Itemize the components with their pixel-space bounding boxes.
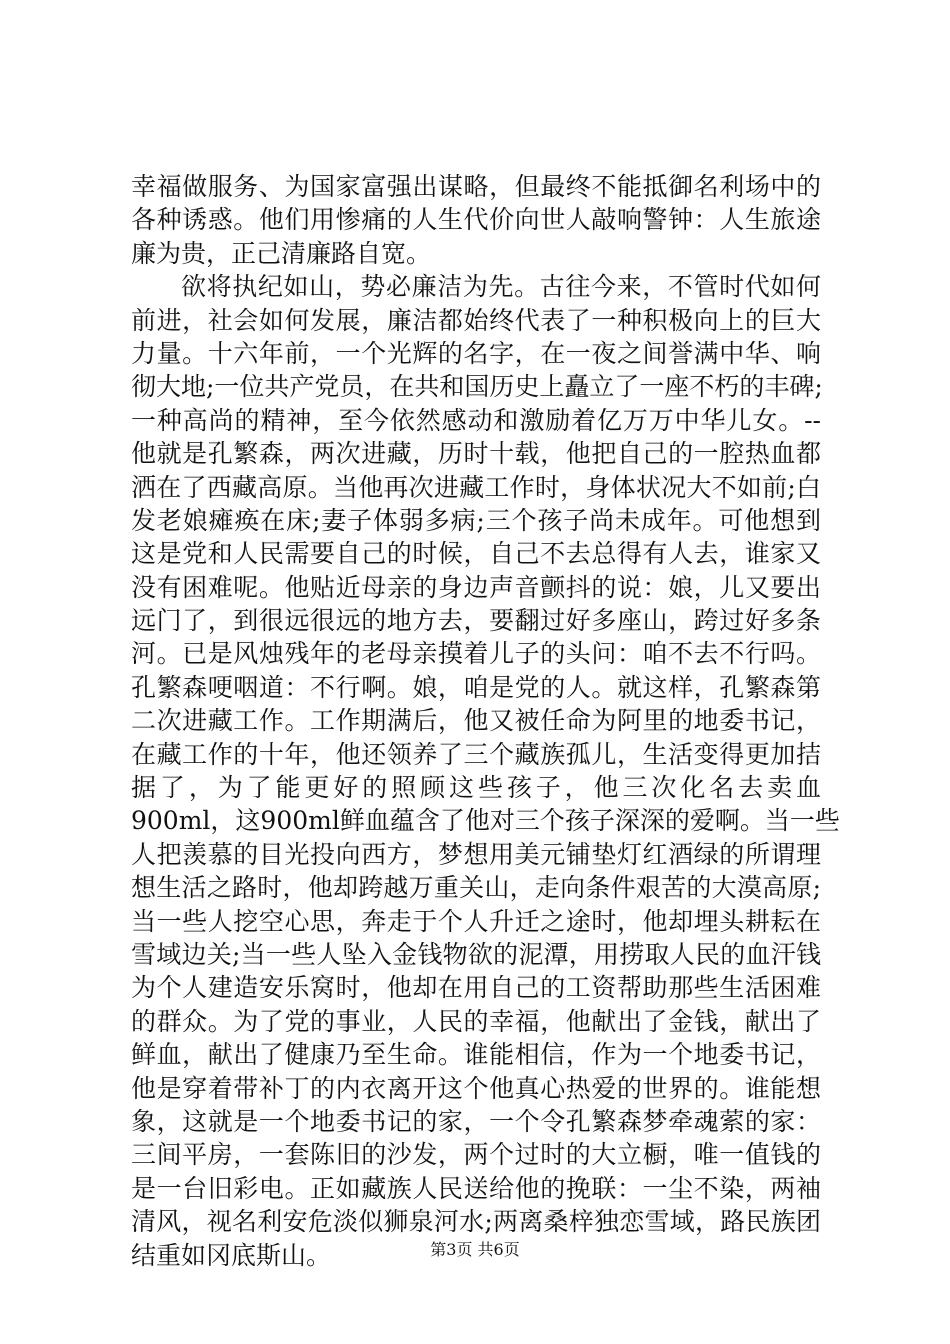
text-line: 洒在了西藏高原。当他再次进藏工作时，身体状况大不如前;白 bbox=[131, 472, 821, 502]
page-footer bbox=[0, 1240, 950, 1260]
text-line: 他就是孔繁森，两次进藏，历时十载，他把自己的一腔热血都 bbox=[131, 439, 821, 469]
text-line: 前进，社会如何发展，廉洁都始终代表了一种积极向上的巨大 bbox=[131, 305, 821, 335]
text-line: 900ml，这900ml鲜血蕴含了他对三个孩子深深的爱啊。当一些 bbox=[131, 806, 840, 836]
text-line: 这是党和人民需要自己的时候，自己不去总得有人去，谁家又 bbox=[131, 539, 821, 569]
text-line: 是一台旧彩电。正如藏族人民送给他的挽联：一尘不染，两袖 bbox=[131, 1173, 821, 1203]
text-line: 象，这就是一个地委书记的家，一个令孔繁森梦牵魂萦的家： bbox=[131, 1106, 821, 1136]
text-line: 没有困难呢。他贴近母亲的身边声音颤抖的说：娘，儿又要出 bbox=[131, 572, 821, 602]
text-line: 发老娘瘫痪在床;妻子体弱多病;三个孩子尚未成年。可他想到 bbox=[131, 505, 821, 535]
text-line: 清风，视名利安危淡似狮泉河水;两离桑梓独恋雪域，路民族团 bbox=[131, 1207, 821, 1237]
text-line: 欲将执纪如山，势必廉洁为先。古往今来，不管时代如何 bbox=[181, 272, 821, 302]
text-line: 据了，为了能更好的照顾这些孩子，他三次化名去卖血 bbox=[131, 773, 821, 803]
text-line: 的群众。为了党的事业，人民的幸福，他献出了金钱，献出了 bbox=[131, 1006, 821, 1036]
body-text bbox=[131, 170, 840, 1272]
text-line: 力量。十六年前，一个光辉的名字，在一夜之间誉满中华、响 bbox=[131, 338, 821, 368]
text-line: 当一些人挖空心思，奔走于个人升迁之途时，他却埋头耕耘在 bbox=[131, 906, 821, 936]
text-line: 孔繁森哽咽道：不行啊。娘，咱是党的人。就这样，孔繁森第 bbox=[131, 672, 821, 702]
text-line: 人把羡慕的目光投向西方，梦想用美元铺垫灯红酒绿的所谓理 bbox=[131, 839, 821, 869]
text-line: 三间平房，一套陈旧的沙发，两个过时的大立橱，唯一值钱的 bbox=[131, 1140, 821, 1170]
text-line: 一种高尚的精神，至今依然感动和激励着亿万万中华儿女。-- bbox=[131, 405, 821, 435]
text-line: 远门了，到很远很远的地方去，要翻过好多座山，跨过好多条 bbox=[131, 606, 821, 636]
text-line: 幸福做服务、为国家富强出谋略，但最终不能抵御名利场中的 bbox=[131, 172, 821, 201]
page-number-label: 第3页 共6页 bbox=[430, 1240, 520, 1259]
text-line: 廉为贵，正己清廉路自宽。 bbox=[131, 238, 432, 268]
text-line: 雪域边关;当一些人坠入金钱物欲的泥潭，用捞取人民的血汗钱 bbox=[131, 939, 821, 969]
text-line: 结重如冈底斯山。 bbox=[131, 1240, 332, 1270]
text-line: 鲜血，献出了健康乃至生命。谁能相信，作为一个地委书记， bbox=[131, 1040, 821, 1070]
text-line: 为个人建造安乐窝时，他却在用自己的工资帮助那些生活困难 bbox=[131, 973, 821, 1003]
text-line: 各种诱惑。他们用惨痛的人生代价向世人敲响警钟：人生旅途 bbox=[131, 205, 821, 235]
text-line: 河。已是风烛残年的老母亲摸着儿子的头问：咱不去不行吗。 bbox=[131, 639, 821, 669]
text-line: 在藏工作的十年，他还领养了三个藏族孤儿，生活变得更加拮 bbox=[131, 739, 821, 769]
text-line: 想生活之路时，他却跨越万重关山，走向条件艰苦的大漠高原; bbox=[131, 873, 821, 903]
text-line: 他是穿着带补丁的内衣离开这个他真心热爱的世界的。谁能想 bbox=[131, 1073, 821, 1103]
text-line: 彻大地;一位共产党员，在共和国历史上矗立了一座不朽的丰碑; bbox=[131, 372, 823, 402]
text-line: 二次进藏工作。工作期满后，他又被任命为阿里的地委书记， bbox=[131, 706, 821, 736]
